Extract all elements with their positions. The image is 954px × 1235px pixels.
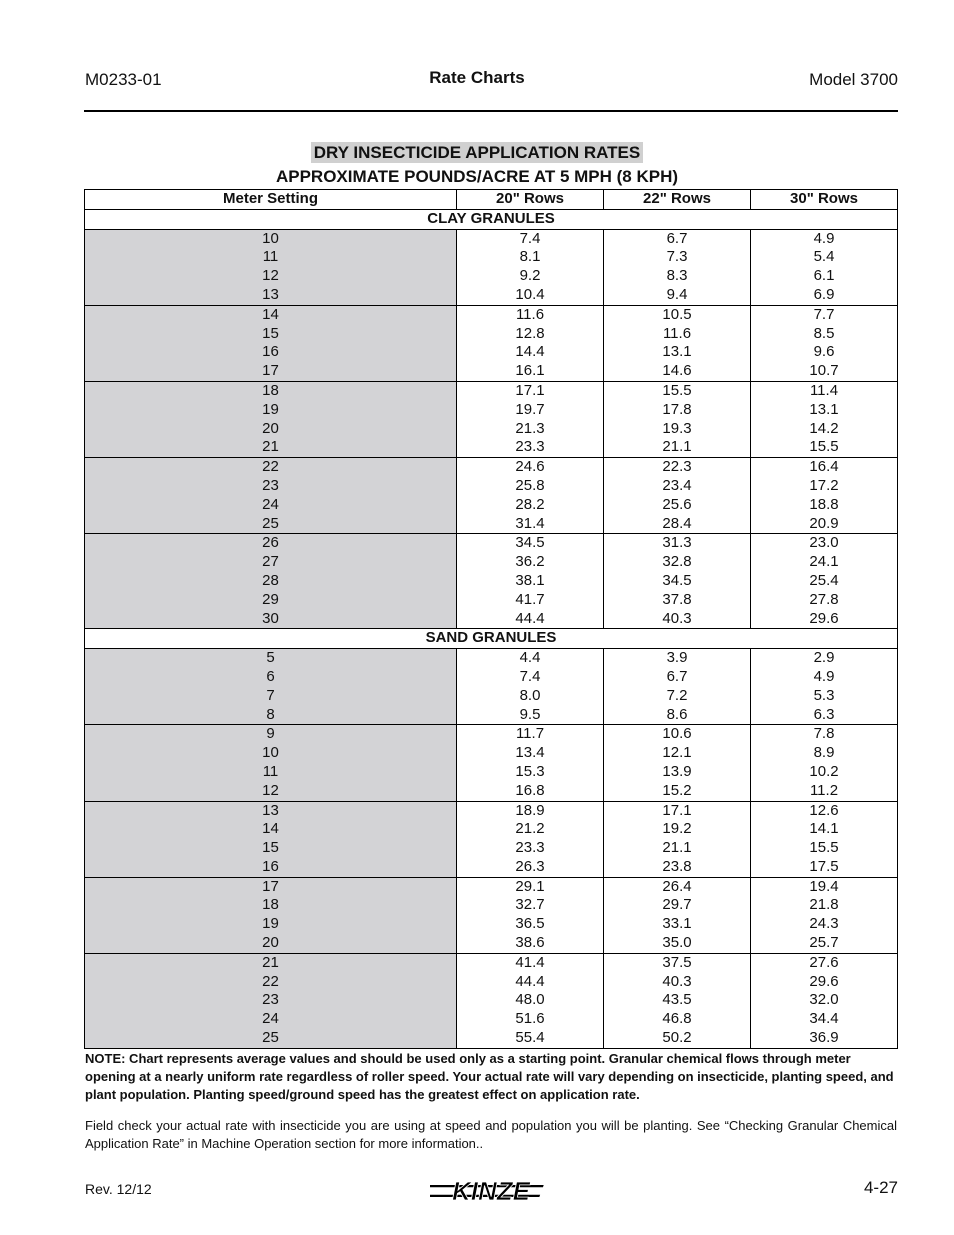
col-header-20in: 20" Rows (457, 190, 604, 210)
cell-value: 15.5 (662, 381, 692, 399)
cell-value: 29.6 (809, 972, 839, 990)
field-check-paragraph: Field check your actual rate with insecticide you are using at speed and population you will be planting. See “Checking Granular Chemical Application Rate” in Machine Operation section for more information.. (85, 1118, 897, 1151)
rate-30in-cell (751, 534, 898, 629)
rate-22in-cell (604, 534, 751, 629)
meter-cell (85, 725, 457, 801)
cell-value: 6.9 (813, 285, 835, 303)
cell-value: 40.3 (662, 972, 692, 990)
col-header-30in: 30" Rows (751, 190, 898, 210)
cell-value: 35.0 (662, 934, 692, 952)
table-row (85, 953, 898, 1048)
cell-value: 50.2 (662, 1029, 692, 1047)
model-label: Model 3700 (809, 70, 898, 89)
cell-value: 13.1 (662, 343, 692, 361)
cell-value: 14 (262, 305, 279, 323)
cell-value: 19 (262, 400, 279, 418)
rate-20in-cell (457, 725, 604, 801)
cell-value: 25.8 (515, 476, 545, 494)
cell-value: 22 (262, 458, 279, 476)
cell-value: 27.8 (809, 590, 839, 608)
cell-value: 28.2 (515, 495, 545, 513)
doc-number: M0233-01 (85, 70, 162, 89)
cell-value: 12.6 (809, 801, 839, 819)
cell-value: 2.9 (813, 649, 835, 667)
cell-value: 22 (262, 972, 279, 990)
cell-value: 14.6 (662, 362, 692, 380)
meter-cell (85, 458, 457, 534)
cell-value: 48.0 (515, 991, 545, 1009)
table-row (85, 458, 898, 534)
cell-value: 34.4 (809, 1010, 839, 1028)
table-row (85, 725, 898, 801)
cell-value: 37.8 (662, 590, 692, 608)
cell-value: 15.5 (809, 438, 839, 456)
cell-value: 3.9 (666, 649, 688, 667)
cell-value: 38.6 (515, 934, 545, 952)
table-row (85, 381, 898, 457)
rate-20in-cell (457, 877, 604, 953)
table-row (85, 801, 898, 877)
cell-value: 8.1 (519, 248, 541, 266)
cell-value: 13.4 (515, 744, 545, 762)
cell-value: 10 (262, 744, 279, 762)
cell-value: 14.2 (809, 419, 839, 437)
cell-value: 7 (266, 686, 275, 704)
cell-value: 13 (262, 285, 279, 303)
cell-value: 43.5 (662, 991, 692, 1009)
cell-value: 51.6 (515, 1010, 545, 1028)
rate-30in-cell (751, 953, 898, 1048)
revision-label: Rev. 12/12 (85, 1181, 152, 1197)
rate-20in-cell (457, 381, 604, 457)
cell-value: 15.5 (809, 839, 839, 857)
cell-value: 8.3 (666, 267, 688, 285)
cell-value: 6.1 (813, 267, 835, 285)
cell-value: 15 (262, 324, 279, 342)
rate-table (84, 189, 898, 1049)
cell-value: 12 (262, 267, 279, 285)
cell-value: 21 (262, 438, 279, 456)
cell-value: 9.2 (519, 267, 541, 285)
cell-value: 25 (262, 514, 279, 532)
cell-value: 22.3 (662, 458, 692, 476)
cell-value: 11.6 (662, 324, 692, 342)
cell-value: 12.8 (515, 324, 545, 342)
col-header-meter: Meter Setting (85, 190, 457, 210)
cell-value: 25.6 (662, 495, 692, 513)
cell-value: 18 (262, 896, 279, 914)
cell-value: 23.3 (515, 438, 545, 456)
cell-value: 21 (262, 953, 279, 971)
rate-22in-cell (604, 305, 751, 381)
cell-value: 9.4 (666, 285, 688, 303)
rate-20in-cell (457, 649, 604, 725)
table-title (0, 143, 954, 163)
rate-20in-cell (457, 229, 604, 305)
cell-value: 14 (262, 820, 279, 838)
cell-value: 6 (266, 667, 275, 685)
table-row (85, 305, 898, 381)
cell-value: 6.7 (666, 667, 688, 685)
cell-value: 24.1 (809, 553, 839, 571)
cell-value: 31.3 (662, 534, 692, 552)
cell-value: 16 (262, 857, 279, 875)
cell-value: 29.7 (662, 896, 692, 914)
rate-22in-cell (604, 458, 751, 534)
cell-value: 28.4 (662, 514, 692, 532)
cell-value: 36.9 (809, 1029, 839, 1047)
section-row (85, 209, 898, 229)
cell-value: 17.2 (809, 476, 839, 494)
cell-value: 9.5 (519, 705, 541, 723)
cell-value: 17.1 (515, 381, 545, 399)
cell-value: 4.9 (813, 229, 835, 247)
rate-20in-cell (457, 534, 604, 629)
cell-value: 6.7 (666, 229, 688, 247)
rate-30in-cell (751, 458, 898, 534)
section-row (85, 629, 898, 649)
table-row (85, 877, 898, 953)
cell-value: 11.2 (809, 781, 839, 799)
cell-value: 36.2 (515, 553, 545, 571)
cell-value: 32.7 (515, 896, 545, 914)
cell-value: 16.8 (515, 781, 545, 799)
cell-value: 16 (262, 343, 279, 361)
cell-value: 25 (262, 1029, 279, 1047)
cell-value: 9 (266, 725, 275, 743)
logo-wordmark: KINZE (452, 1176, 530, 1206)
cell-value: 19.3 (662, 419, 692, 437)
col-header-22in: 22" Rows (604, 190, 751, 210)
cell-value: 31.4 (515, 514, 545, 532)
meter-cell (85, 649, 457, 725)
cell-value: 33.1 (662, 915, 692, 933)
meter-cell (85, 801, 457, 877)
meter-cell (85, 953, 457, 1048)
cell-value: 29.1 (515, 877, 545, 895)
cell-value: 7.7 (813, 305, 835, 323)
rate-30in-cell (751, 381, 898, 457)
cell-value: 7.2 (666, 686, 688, 704)
cell-value: 36.5 (515, 915, 545, 933)
table-row (85, 534, 898, 629)
rate-22in-cell (604, 229, 751, 305)
cell-value: 41.4 (515, 953, 545, 971)
cell-value: 24 (262, 1010, 279, 1028)
cell-value: 29.6 (809, 609, 839, 627)
cell-value: 26.3 (515, 857, 545, 875)
cell-value: 7.4 (519, 667, 541, 685)
cell-value: 19.2 (662, 820, 692, 838)
meter-cell (85, 534, 457, 629)
cell-value: 32.0 (809, 991, 839, 1009)
rate-22in-cell (604, 953, 751, 1048)
cell-value: 25.4 (809, 571, 839, 589)
meter-cell (85, 305, 457, 381)
note-text: NOTE: Chart represents average values and should be used only as a starting point. Granular chemical flows through meter opening at a nearly uniform rate regardless of roller speed. Your actual rate will vary depending on insecticide, planting speed, and plant population. Planting speed/ground speed has the greatest effect on application rate. (85, 1051, 894, 1102)
cell-value: 8 (266, 705, 275, 723)
cell-value: 11.4 (809, 381, 839, 399)
cell-value: 13 (262, 801, 279, 819)
cell-value: 27 (262, 553, 279, 571)
cell-value: 30 (262, 609, 279, 627)
cell-value: 44.4 (515, 972, 545, 990)
cell-value: 24.3 (809, 915, 839, 933)
cell-value: 15 (262, 839, 279, 857)
cell-value: 7.3 (666, 248, 688, 266)
rate-22in-cell (604, 801, 751, 877)
cell-value: 13.1 (809, 400, 839, 418)
cell-value: 8.9 (813, 744, 835, 762)
cell-value: 46.8 (662, 1010, 692, 1028)
cell-value: 8.5 (813, 324, 835, 342)
rate-20in-cell (457, 953, 604, 1048)
cell-value: 5 (266, 649, 275, 667)
cell-value: 21.1 (662, 438, 692, 456)
cell-value: 8.0 (519, 686, 541, 704)
cell-value: 18.8 (809, 495, 839, 513)
rate-20in-cell (457, 801, 604, 877)
kinze-logo (430, 1176, 550, 1206)
cell-value: 15.3 (515, 762, 545, 780)
cell-value: 6.3 (813, 705, 835, 723)
table-subtitle: APPROXIMATE POUNDS/ACRE AT 5 MPH (8 KPH) (275, 167, 679, 186)
rate-20in-cell (457, 458, 604, 534)
table-title-text: DRY INSECTICIDE APPLICATION RATES (311, 142, 644, 163)
cell-value: 11.7 (515, 725, 545, 743)
cell-value: 12 (262, 781, 279, 799)
cell-value: 18 (262, 381, 279, 399)
cell-value: 14.1 (809, 820, 839, 838)
cell-value: 9.6 (813, 343, 835, 361)
cell-value: 29 (262, 590, 279, 608)
cell-value: 23.0 (809, 534, 839, 552)
table-body (85, 209, 898, 1048)
header-divider (84, 110, 898, 112)
cell-value: 20.9 (809, 514, 839, 532)
cell-value: 23.3 (515, 839, 545, 857)
cell-value: 17 (262, 877, 279, 895)
cell-value: 10.7 (809, 362, 839, 380)
cell-value: 5.4 (813, 248, 835, 266)
cell-value: 26.4 (662, 877, 692, 895)
rate-30in-cell (751, 725, 898, 801)
rate-30in-cell (751, 305, 898, 381)
cell-value: 20 (262, 934, 279, 952)
cell-value: 23 (262, 991, 279, 1009)
cell-value: 16.1 (515, 362, 545, 380)
cell-value: 21.1 (662, 839, 692, 857)
cell-value: 21.8 (809, 896, 839, 914)
cell-value: 21.2 (515, 820, 545, 838)
cell-value: 19.4 (809, 877, 839, 895)
table-row (85, 649, 898, 725)
cell-value: 10.2 (809, 762, 839, 780)
rate-30in-cell (751, 877, 898, 953)
cell-value: 16.4 (809, 458, 839, 476)
cell-value: 17.5 (809, 857, 839, 875)
cell-value: 44.4 (515, 609, 545, 627)
rate-30in-cell (751, 649, 898, 725)
cell-value: 23 (262, 476, 279, 494)
cell-value: 17.8 (662, 400, 692, 418)
cell-value: 10.4 (515, 285, 545, 303)
meter-cell (85, 229, 457, 305)
cell-value: 18.9 (515, 801, 545, 819)
page-number: 4-27 (863, 1178, 898, 1197)
meter-cell (85, 877, 457, 953)
table-row (85, 229, 898, 305)
cell-value: 21.3 (515, 419, 545, 437)
section-label: SAND GRANULES (85, 629, 898, 649)
cell-value: 4.4 (519, 649, 541, 667)
cell-value: 40.3 (662, 609, 692, 627)
table-header-row (85, 190, 898, 210)
cell-value: 24.6 (515, 458, 545, 476)
cell-value: 8.6 (666, 705, 688, 723)
cell-value: 27.6 (809, 953, 839, 971)
cell-value: 10.6 (662, 725, 692, 743)
rate-22in-cell (604, 649, 751, 725)
cell-value: 25.7 (809, 934, 839, 952)
cell-value: 38.1 (515, 571, 545, 589)
cell-value: 23.4 (662, 476, 692, 494)
cell-value: 14.4 (515, 343, 545, 361)
cell-value: 34.5 (515, 534, 545, 552)
cell-value: 10 (262, 229, 279, 247)
rate-20in-cell (457, 305, 604, 381)
rate-30in-cell (751, 801, 898, 877)
cell-value: 17.1 (662, 801, 692, 819)
cell-value: 10.5 (662, 305, 692, 323)
rate-30in-cell (751, 229, 898, 305)
cell-value: 34.5 (662, 571, 692, 589)
cell-value: 41.7 (515, 590, 545, 608)
cell-value: 15.2 (662, 781, 692, 799)
section-label: CLAY GRANULES (85, 209, 898, 229)
cell-value: 32.8 (662, 553, 692, 571)
cell-value: 19.7 (515, 400, 545, 418)
rate-22in-cell (604, 381, 751, 457)
rate-22in-cell (604, 877, 751, 953)
cell-value: 17 (262, 362, 279, 380)
cell-value: 23.8 (662, 857, 692, 875)
cell-value: 37.5 (662, 953, 692, 971)
rate-22in-cell (604, 725, 751, 801)
cell-value: 12.1 (662, 744, 692, 762)
cell-value: 7.4 (519, 229, 541, 247)
cell-value: 19 (262, 915, 279, 933)
cell-value: 26 (262, 534, 279, 552)
cell-value: 4.9 (813, 667, 835, 685)
cell-value: 13.9 (662, 762, 692, 780)
cell-value: 20 (262, 419, 279, 437)
cell-value: 28 (262, 571, 279, 589)
cell-value: 55.4 (515, 1029, 545, 1047)
cell-value: 11 (262, 248, 279, 266)
cell-value: 11 (262, 762, 279, 780)
cell-value: 5.3 (813, 686, 835, 704)
meter-cell (85, 381, 457, 457)
cell-value: 7.8 (813, 725, 835, 743)
section-title: Rate Charts (429, 68, 525, 87)
cell-value: 11.6 (515, 305, 545, 323)
cell-value: 24 (262, 495, 279, 513)
